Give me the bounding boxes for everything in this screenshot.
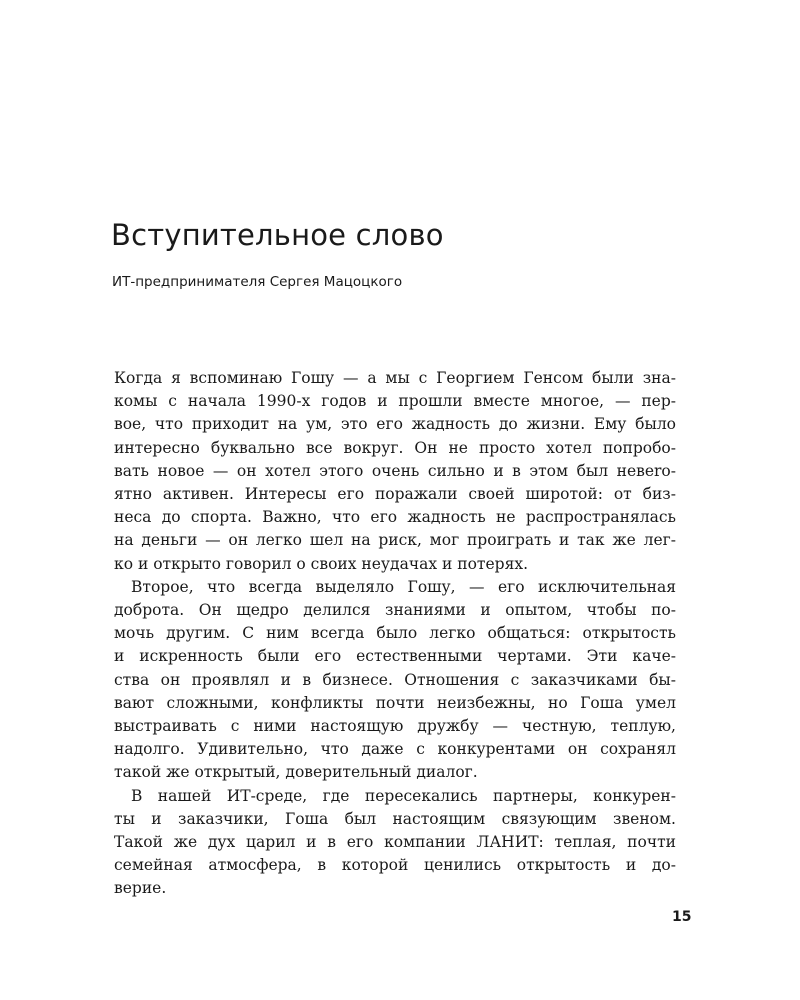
text-line: ко и открыто говорил о своих неудачах и потерях. — [114, 554, 529, 573]
text-line: выстраивать с ними настоящую дружбу — честную, теплую, — [114, 717, 676, 736]
text-line: вать новое — он хотел этого очень сильно и в этом был невero- — [114, 461, 676, 480]
text-line: и искренность были его естественными чертами. Эти каче- — [114, 647, 676, 666]
text-line: верие. — [114, 879, 167, 898]
body-text — [114, 367, 676, 901]
text-line: ства он проявлял и в бизнесе. Отношения с заказчиками бы- — [114, 670, 676, 689]
text-line: ятно активен. Интересы его поражали своей широтой: от биз- — [114, 485, 676, 504]
text-line: доброта. Он щедро делился знаниями и опытом, чтобы по- — [114, 601, 676, 620]
text-line: Такой же дух царил и в его компании ЛАНИТ: теплая, почти — [114, 833, 676, 852]
chapter-subtitle: ИТ-предпринимателя Сергея Мацоцкого — [112, 274, 403, 290]
text-line: мочь другим. С ним всегда было легко общаться: открытость — [114, 624, 676, 643]
text-line: Когда я вспоминаю Гошу — а мы с Георгием Генсом были зна- — [114, 369, 676, 387]
page-number: 15 — [672, 909, 692, 925]
text-line: неса до спорта. Важно, что его жадность не распространялась — [114, 508, 676, 527]
text-line: Второе, что всегда выделяло Гошу, — его исключительная — [131, 577, 676, 596]
text-line: интересно буквально все вокруг. Он не просто хотел попробо- — [114, 438, 676, 457]
text-line: ты и заказчики, Гоша был настоящим связующим звеном. — [114, 809, 676, 828]
text-line: вают сложными, конфликты почти неизбежны, но Гоша умел — [114, 693, 676, 712]
text-line: на деньги — он легко шел на риск, мог проиграть и так же лег- — [114, 531, 676, 550]
text-line: комы с начала 1990-х годов и прошли вместе многое, — пер- — [114, 392, 676, 411]
text-line: надолго. Удивительно, что даже с конкурентами он сохранял — [114, 740, 676, 759]
text-line: семейная атмосфера, в которой ценились открытость и до- — [114, 856, 676, 875]
chapter-title: Вступительное слово — [111, 218, 444, 252]
text-line: вое, что приходит на ум, это его жадность до жизни. Ему было — [114, 415, 676, 434]
text-line: такой же открытый, доверительный диалог. — [114, 763, 478, 782]
text-line: В нашей ИТ-среде, где пересекались партнеры, конкурен- — [131, 786, 676, 805]
